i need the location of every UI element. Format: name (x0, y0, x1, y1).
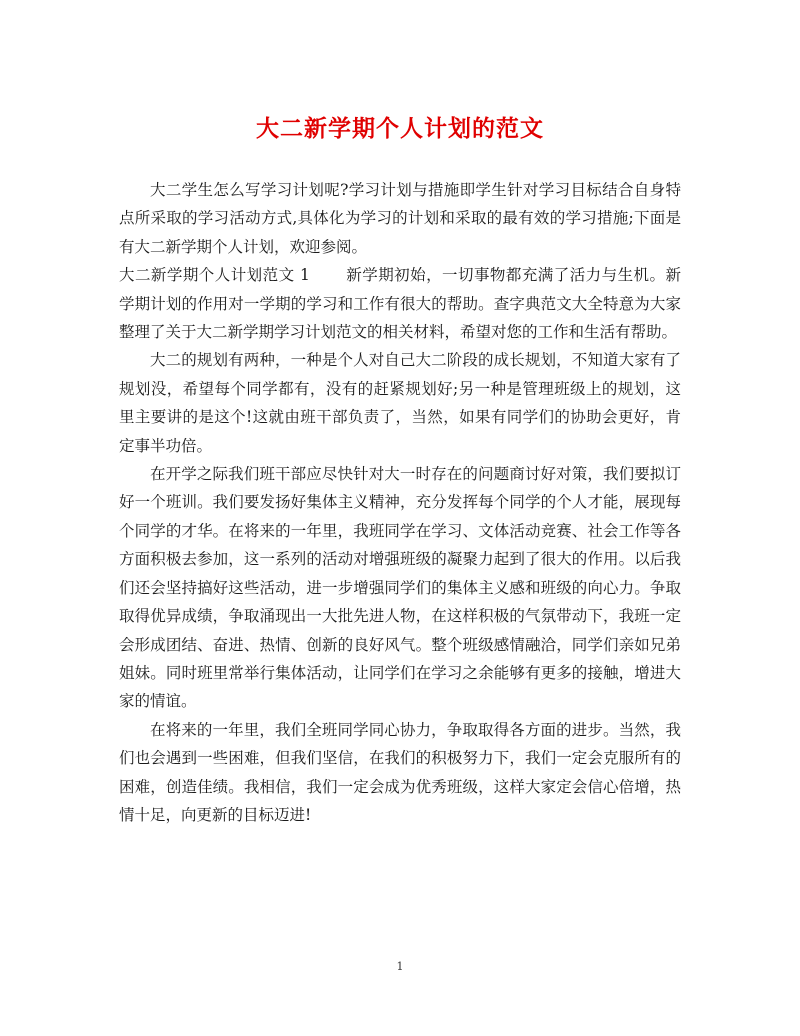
intro-paragraph: 大二学生怎么写学习计划呢?学习计划与措施即学生针对学习目标结合自身特点所采取的学习活动方式,具体化为学习的计划和采取的最有效的学习措施;下面是有大二新学期个人计划，欢迎参阅。 (119, 181, 681, 256)
body-paragraph: 在将来的一年里，我们全班同学同心协力，争取取得各方面的进步。当然，我们也会遇到一些困难，但我们坚信，在我们的积极努力下，我们一定会克服所有的困难，创造佳绩。我相信，我们一定会成为优秀班级，这样大家定会信心倍增，热情十足，向更新的目标迈进! (119, 720, 681, 824)
page-number: 1 (396, 960, 404, 973)
body-paragraph: 大二的规划有两种，一种是个人对自己大二阶段的成长规划，不知道大家有了规划没，希望每个同学都有，没有的赶紧规划好;另一种是管理班级上的规划，这里主要讲的是这个!这就由班干部负责了，当然，如果有同学们的协助会更好，肯定事半功倍。 (119, 351, 681, 455)
section-block (119, 261, 681, 346)
section-heading: 大二新学期个人计划范文 1 (119, 266, 310, 285)
document-title: 大二新学期个人计划的范文 (256, 115, 544, 142)
body-paragraph: 在开学之际我们班干部应尽快针对大一时存在的问题商讨好对策，我们要拟订好一个班训。我们要发扬好集体主义精神，充分发挥每个同学的个人才能，展现每个同学的才华。在将来的一年里，我班同学在学习、文体活动竞赛、社会工作等各方面积极去参加，这一系列的活动对增强班级的凝聚力起到了很大的作用。以后我们还会坚持搞好这些活动，进一步增强同学们的集体主义感和班级的向心力。争取取得优异成绩，争取涌现出一大批先进人物，在这样积极的气氛带动下，我班一定会形成团结、奋进、热情、创新的良好风气。整个班级感情融洽，同学们亲如兄弟姐妹。同时班里常举行集体活动，让同学们在学习之余能够有更多的接触，增进大家的情谊。 (119, 465, 681, 711)
section-first-paragraph: 新学期初始，一切事物都充满了活力与生机。新学期计划的作用对一学期的学习和工作有很大的帮助。查字典范文大全特意为大家整理了关于大二新学期学习计划范文的相关材料，希望对您的工作和生活有帮助。 (119, 266, 681, 342)
document-body (119, 176, 681, 829)
